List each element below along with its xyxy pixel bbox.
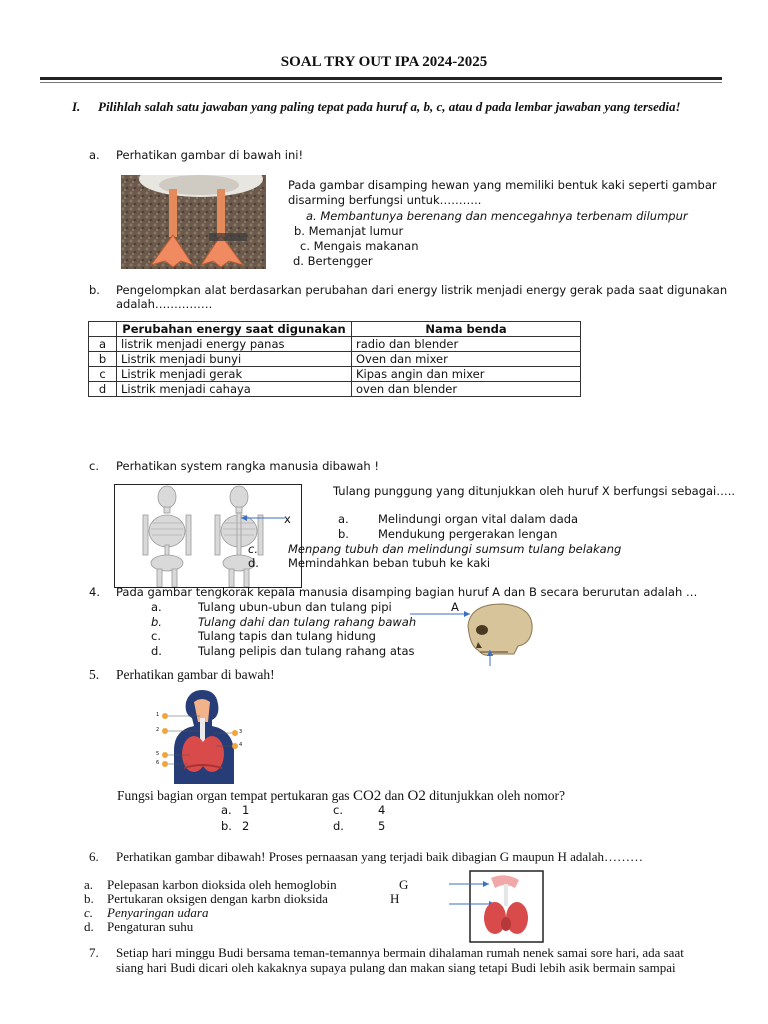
q5-option-d: 5 <box>378 819 386 833</box>
q7-line1: Setiap hari minggu Budi bersama teman-temannya bermain dihalaman rumah nenek samai sore hari, ada saat <box>116 945 684 960</box>
qc-option-d: Memindahkan beban tubuh ke kaki <box>288 556 491 570</box>
qa-option-b: b. Memanjat lumur <box>294 224 404 238</box>
table-row <box>89 382 581 397</box>
table-header: Perubahan energy saat digunakan <box>117 322 352 337</box>
qc-option-b-label: b. <box>338 527 349 541</box>
q6-option-c: Penyaringan udara <box>107 905 209 920</box>
q5-question-and: dan <box>381 788 408 803</box>
q6-option-a-label: a. <box>84 877 94 892</box>
table-cell: Listrik menjadi gerak <box>117 367 352 382</box>
qc-option-c-label: c. <box>248 542 258 556</box>
page-title: SOAL TRY OUT IPA 2024-2025 <box>280 54 488 70</box>
q5-co2: CO2 <box>352 788 382 804</box>
qc-option-d-label: d. <box>248 556 259 570</box>
qc-question: Tulang punggung yang ditunjukkan oleh huruf X berfungsi sebagai….. <box>333 484 736 498</box>
table-cell: b <box>89 352 117 367</box>
table-cell: listrik menjadi energy panas <box>117 337 352 352</box>
q6-option-d: Pengaturan suhu <box>107 919 194 934</box>
table-cell: Listrik menjadi cahaya <box>117 382 352 397</box>
table-row <box>89 352 581 367</box>
figure-label-1: 1 <box>156 712 160 718</box>
qc-marker-x: x <box>284 512 291 526</box>
qb-label: b. <box>89 283 100 297</box>
q4-option-d-label: d. <box>151 644 162 658</box>
q4-option-a: Tulang ubun-ubun dan tulang pipi <box>198 600 392 614</box>
qa-question-line1: Pada gambar disamping hewan yang memiliki bentuk kaki seperti gambar <box>288 178 717 192</box>
q5-option-b-label: b. <box>221 819 232 833</box>
qa-label: a. <box>89 148 100 162</box>
lungs-figure <box>449 870 545 944</box>
table-header <box>89 322 117 337</box>
table-cell: d <box>89 382 117 397</box>
figure-label-5: 5 <box>156 751 160 757</box>
qa-question-line2: disarming berfungsi untuk……….. <box>288 193 482 207</box>
table-cell: Listrik menjadi bunyi <box>117 352 352 367</box>
duck-feet-photo <box>121 175 266 269</box>
energy-table <box>88 321 581 397</box>
table-cell: Kipas angin dan mixer <box>352 367 581 382</box>
q5-label: 5. <box>89 667 100 682</box>
q6-option-a: Pelepasan karbon dioksida oleh hemoglobin <box>107 877 337 892</box>
q4-prompt: Pada gambar tengkorak kepala manusia disamping bagian huruf A dan B secara berurutan adalah … <box>116 585 698 599</box>
instruction-number: I. <box>72 99 81 114</box>
q4-option-a-label: a. <box>151 600 162 614</box>
table-cell: c <box>89 367 117 382</box>
figure-label-6: 6 <box>156 760 160 766</box>
q6-option-c-label: c. <box>84 905 94 920</box>
qb-line1: Pengelompkan alat berdasarkan perubahan dari energy listrik menjadi energy gerak pada saat digunakan <box>116 283 728 297</box>
table-cell: oven dan blender <box>352 382 581 397</box>
q5-option-a-label: a. <box>221 803 232 817</box>
respiratory-figure <box>154 688 246 784</box>
title-rule-thin <box>40 82 722 83</box>
instruction <box>72 99 722 133</box>
q4-option-b-label: b. <box>151 615 162 629</box>
qb-line2: adalah…………… <box>116 297 213 311</box>
q4-option-b: Tulang dahi dan tulang rahang bawah <box>198 615 417 629</box>
q6-prompt: Perhatikan gambar dibawah! Proses pernaasan yang terjadi baik dibagian G maupun H adalah……… <box>116 849 644 864</box>
instruction-text: Pilihlah salah satu jawaban yang paling tepat pada huruf a, b, c, atau d pada lembar jawaban yang tersedia! <box>98 99 681 114</box>
title-rule <box>40 77 722 80</box>
q4-option-c: Tulang tapis dan tulang hidung <box>198 629 376 643</box>
table-row <box>89 337 581 352</box>
q5-o2: O2 <box>407 788 426 804</box>
table-header-row <box>89 322 581 337</box>
table-cell: radio dan blender <box>352 337 581 352</box>
table-cell: a <box>89 337 117 352</box>
q7-line2: siang hari Budi dicari oleh kakaknya supaya pulang dan makan siang tetapi Budi lebih asik bermain sampai <box>116 960 676 975</box>
q5-option-c: 4 <box>378 803 386 817</box>
qa-option-a: a. Membantunya berenang dan mencegahnya terbenam dilumpur <box>306 209 688 223</box>
q5-question-post: ditunjukkan oleh nomor? <box>425 788 565 803</box>
q4-label: 4. <box>89 585 100 599</box>
table-header: Nama benda <box>352 322 581 337</box>
qc-option-b: Mendukung pergerakan lengan <box>378 527 558 541</box>
q5-option-b: 2 <box>242 819 250 833</box>
skeleton-figure <box>114 484 302 588</box>
q4-marker-a: A <box>451 600 459 614</box>
qc-option-a: Melindungi organ vital dalam dada <box>378 512 579 526</box>
qc-option-c: Menpang tubuh dan melindungi sumsum tulang belakang <box>288 542 622 556</box>
q6-marker-g: G <box>399 877 409 892</box>
q6-option-b: Pertukaran oksigen dengan karbn dioksida <box>107 891 328 906</box>
qc-prompt: Perhatikan system rangka manusia dibawah ! <box>116 459 379 473</box>
q5-prompt: Perhatikan gambar di bawah! <box>116 667 275 682</box>
qa-prompt: Perhatikan gambar di bawah ini! <box>116 148 304 162</box>
skull-figure <box>410 598 536 666</box>
q6-option-d-label: d. <box>84 919 94 934</box>
table-cell: Oven dan mixer <box>352 352 581 367</box>
q6-label: 6. <box>89 849 99 864</box>
qa-option-d: d. Bertengger <box>293 254 373 268</box>
q4-option-c-label: c. <box>151 629 161 643</box>
qc-label: c. <box>89 459 99 473</box>
q6-option-b-label: b. <box>84 891 94 906</box>
q7-label: 7. <box>89 945 99 960</box>
figure-label-4: 4 <box>239 742 243 748</box>
q5-option-a: 1 <box>242 803 250 817</box>
table-row <box>89 367 581 382</box>
figure-label-2: 2 <box>156 727 160 733</box>
qc-option-a-label: a. <box>338 512 349 526</box>
q5-option-c-label: c. <box>333 803 343 817</box>
q5-question-pre: Fungsi bagian organ tempat pertukaran gas <box>117 788 353 803</box>
q5-option-d-label: d. <box>333 819 344 833</box>
figure-label-3: 3 <box>239 729 243 735</box>
q4-option-d: Tulang pelipis dan tulang rahang atas <box>198 644 415 658</box>
qa-option-c: c. Mengais makanan <box>300 239 419 253</box>
q6-marker-h: H <box>390 891 400 906</box>
